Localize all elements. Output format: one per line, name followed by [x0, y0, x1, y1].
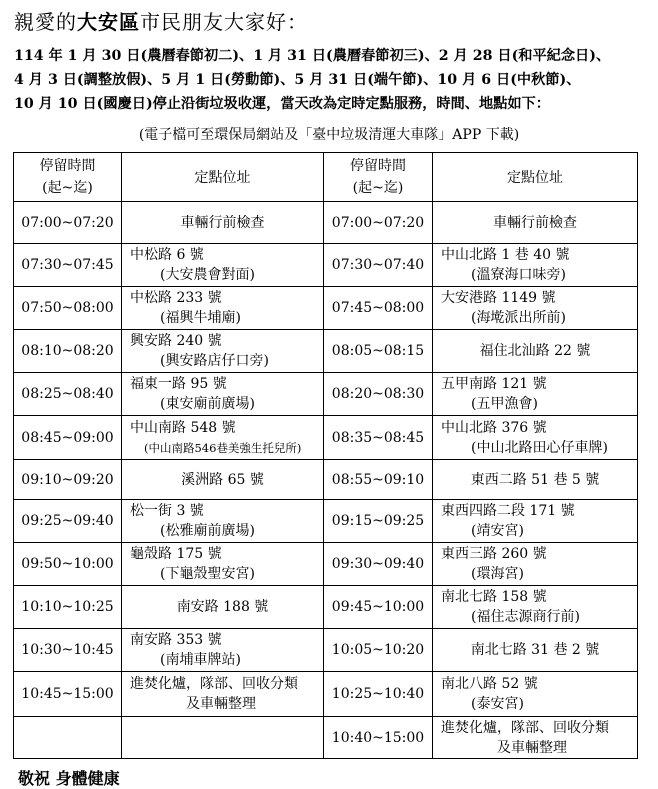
table-row: [14, 629, 638, 672]
location-note: (東安廟前廣場): [160, 396, 255, 412]
right-location-cell: [433, 202, 638, 244]
location-note: (海墘派出所前): [471, 310, 566, 326]
left-time-cell: 10:45~15:00: [14, 672, 122, 717]
right-time-cell: 10:40~15:00: [324, 717, 433, 759]
notice-paragraph: [14, 44, 650, 116]
left-time-cell: 09:50~10:00: [14, 543, 122, 586]
address-text: 南安路 188 號: [176, 599, 269, 615]
right-time-cell: 09:30~09:40: [324, 543, 433, 586]
notice-line: 4 月 3 日(調整放假)、5 月 1 日(勞動節)、5 月 31 日(端午節)、10 月 6 日(中秋節)、: [14, 72, 581, 88]
table-row: [14, 586, 638, 629]
right-time-cell: 09:45~10:00: [324, 586, 433, 629]
address-text: 南安路 353 號: [130, 632, 222, 648]
address-text: 興安路 240 號: [130, 333, 222, 349]
table-row: [14, 543, 638, 586]
location-note: (下龜殼聖安宮): [160, 566, 255, 582]
right-location-cell: [433, 500, 638, 543]
location-note: (福住志源商行前): [471, 609, 580, 625]
address-text: 五甲南路 121 號: [441, 376, 547, 392]
table-row: [14, 717, 638, 759]
greeting: [14, 6, 308, 35]
right-time-cell: 08:05~08:15: [324, 330, 433, 373]
left-location-cell: [122, 672, 324, 717]
right-time-cell: 10:25~10:40: [324, 672, 433, 717]
left-location-cell: [122, 629, 324, 672]
right-location-cell: [433, 717, 638, 759]
location-note: 及車輛整理: [186, 696, 256, 712]
header-location-right: 定點位址: [433, 153, 638, 202]
table-row: [14, 373, 638, 416]
left-time-cell: 08:25~08:40: [14, 373, 122, 416]
table-header-row: [14, 153, 638, 202]
left-location-cell: [122, 373, 324, 416]
location-note: (松雅廟前廣場): [160, 523, 255, 539]
table-row: [14, 244, 638, 287]
address-text: 車輛行前檢查: [180, 214, 265, 231]
left-location-cell: [122, 500, 324, 543]
location-note: (五甲漁會): [471, 396, 538, 412]
right-location-cell: [433, 373, 638, 416]
right-location-cell: [433, 543, 638, 586]
header-location-left: 定點位址: [122, 153, 324, 202]
location-note: (中山南路546巷美強生托兒所): [144, 440, 302, 455]
right-location-cell: [433, 672, 638, 717]
address-text: 大安港路 1149 號: [441, 290, 556, 306]
header-time-left: 停留時間 (起~迄): [14, 153, 122, 202]
location-note: (環海宮): [471, 566, 524, 582]
left-time-cell: 08:10~08:20: [14, 330, 122, 373]
right-time-cell: 08:35~08:45: [324, 416, 433, 460]
location-note: (靖安宮): [471, 523, 524, 539]
left-location-cell: [122, 244, 324, 287]
address-text: 溪洲路 65 號: [181, 471, 264, 488]
address-text: 東西三路 260 號: [441, 546, 547, 562]
left-time-cell: 09:25~09:40: [14, 500, 122, 543]
table-row: [14, 330, 638, 373]
right-location-cell: [433, 244, 638, 287]
right-time-cell: 07:30~07:40: [324, 244, 433, 287]
address-text: 福東一路 95 號: [130, 376, 227, 392]
location-note: (大安農會對面): [160, 267, 255, 283]
left-time-cell: 07:00~07:20: [14, 202, 122, 244]
left-location-cell: [122, 586, 324, 629]
address-text: 龜殼路 175 號: [130, 546, 222, 562]
address-text: 東西四路二段 171 號: [441, 503, 575, 519]
address-text: 南北七路 31 巷 2 號: [470, 642, 600, 658]
right-location-cell: [433, 460, 638, 500]
right-time-cell: 08:55~09:10: [324, 460, 433, 500]
address-text: 車輛行前檢查: [493, 214, 577, 231]
right-time-cell: 07:00~07:20: [324, 202, 433, 244]
table-row: [14, 287, 638, 330]
left-time-cell: 09:10~09:20: [14, 460, 122, 500]
table-row: [14, 460, 638, 500]
schedule-table: [13, 152, 638, 759]
left-time-cell: 07:30~07:45: [14, 244, 122, 287]
location-note: 及車輛整理: [497, 739, 567, 756]
address-text: 進焚化爐，隊部、回收分類: [441, 719, 609, 736]
download-note: (電子檔可至環保局網站及「臺中垃圾清運大車隊」APP 下載): [138, 127, 520, 143]
address-text: 東西二路 51 巷 5 號: [470, 471, 600, 488]
address-text: 中松路 6 號: [130, 247, 204, 263]
right-location-cell: [433, 330, 638, 373]
address-text: 南北八路 52 號: [441, 676, 538, 692]
location-note: (中山北路田心仔車牌): [471, 439, 608, 456]
left-location-cell: [122, 202, 324, 244]
right-location-cell: [433, 629, 638, 672]
location-note: (興安路店仔口旁): [160, 353, 269, 369]
location-note: (溫寮海口味旁): [471, 267, 566, 283]
left-time-cell: 07:50~08:00: [14, 287, 122, 330]
left-location-cell: [122, 330, 324, 373]
left-location-cell: [122, 543, 324, 586]
left-location-cell: [122, 416, 324, 460]
right-location-cell: [433, 586, 638, 629]
address-text: 南北七路 158 號: [441, 589, 547, 605]
closing-greeting: 敬祝 身體健康: [18, 769, 120, 788]
left-location-cell: [122, 717, 324, 759]
location-note: (泰安宮): [471, 696, 524, 712]
greeting-district: 大安區: [77, 10, 140, 34]
address-text: 進焚化爐，隊部、回收分類: [130, 676, 298, 692]
right-time-cell: 09:15~09:25: [324, 500, 433, 543]
location-note: (南埔車牌站): [160, 652, 241, 668]
greeting-prefix: 親愛的: [14, 10, 77, 34]
right-time-cell: 10:05~10:20: [324, 629, 433, 672]
table-row: [14, 202, 638, 244]
right-location-cell: [433, 416, 638, 460]
notice-line: 10 月 10 日(國慶日)停止沿街垃圾收運，當天改為定時定點服務，時間、地點如下：: [14, 96, 550, 112]
header-time-right: 停留時間 (起~迄): [324, 153, 433, 202]
location-note: (福興牛埔廟): [160, 310, 241, 326]
greeting-suffix: 市民朋友大家好：: [140, 10, 308, 34]
address-text: 中山北路 376 號: [441, 419, 547, 436]
address-text: 中山南路 548 號: [130, 419, 236, 436]
left-time-cell: 10:10~10:25: [14, 586, 122, 629]
right-location-cell: [433, 287, 638, 330]
left-time-cell: 10:30~10:45: [14, 629, 122, 672]
address-text: 福住北汕路 22 號: [479, 343, 591, 359]
table-row: [14, 416, 638, 460]
left-location-cell: [122, 460, 324, 500]
address-text: 松一街 3 號: [130, 503, 204, 519]
notice-line: 114 年 1 月 30 日(農曆春節初二)、1 月 31 日(農曆春節初三)、2 月 28 日(和平紀念日)、: [14, 48, 611, 64]
left-time-cell: 08:45~09:00: [14, 416, 122, 460]
left-location-cell: [122, 287, 324, 330]
table-row: [14, 500, 638, 543]
address-text: 中山北路 1 巷 40 號: [441, 247, 570, 263]
right-time-cell: 07:45~08:00: [324, 287, 433, 330]
address-text: 中松路 233 號: [130, 290, 222, 306]
table-row: [14, 672, 638, 717]
left-time-cell: [14, 717, 122, 759]
right-time-cell: 08:20~08:30: [324, 373, 433, 416]
